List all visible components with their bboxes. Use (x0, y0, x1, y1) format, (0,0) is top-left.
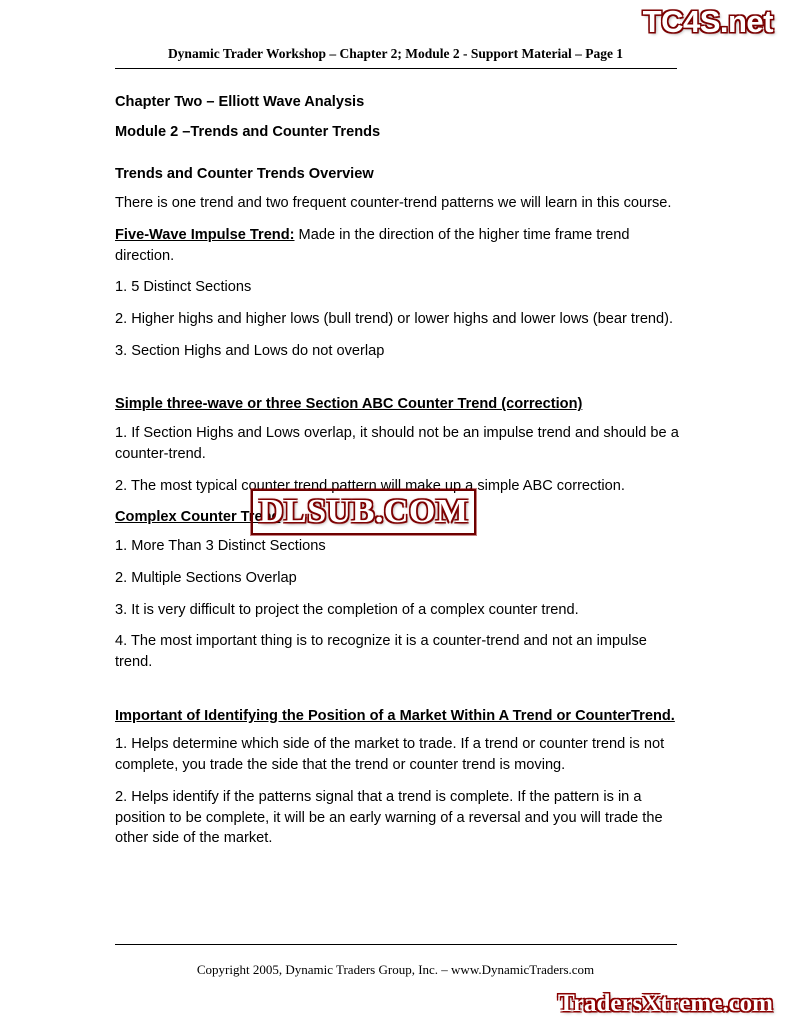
complex-item: 3. It is very difficult to project the completion of a complex counter trend. (115, 601, 579, 618)
header-rule (115, 68, 677, 69)
abc-item: 2. The most typical counter trend pattern will make up a simple ABC correction. (115, 477, 625, 494)
abc-item: 1. If Section Highs and Lows overlap, it should not be an impulse trend and should be a counter-trend. (115, 425, 679, 462)
position-item: 1. Helps determine which side of the market to trade. If a trend or counter trend is not complete, you trade the side that the trend or counter trend is moving. (115, 736, 665, 774)
watermark-dlsub: DLSUB.COM (251, 489, 476, 535)
impulse-trend-label: Five-Wave Impulse Trend: (115, 226, 295, 243)
impulse-trend-text: Made in the direction of the higher time frame trend direction. (115, 226, 630, 264)
watermark-tc4s: TC4S.net (642, 4, 773, 39)
impulse-trend-definition (115, 225, 681, 266)
footer-copyright: Copyright 2005, Dynamic Traders Group, Inc. – www.DynamicTraders.com (196, 962, 595, 977)
section-heading-position: Important of Identifying the Position of a Market Within A Trend or CounterTrend. (115, 707, 675, 724)
section-heading-overview: Trends and Counter Trends Overview (115, 166, 374, 183)
running-head: Dynamic Trader Workshop – Chapter 2; Module 2 - Support Material – Page 1 (167, 46, 624, 61)
overview-item: 1. 5 Distinct Sections (115, 279, 252, 296)
complex-item: 4. The most important thing is to recognize it is a counter-trend and not an impulse trend. (115, 633, 647, 670)
section-heading-complex: Complex Counter Trend (115, 509, 281, 526)
chapter-title: Chapter Two – Elliott Wave Analysis (115, 94, 365, 110)
overview-item: 2. Higher highs and higher lows (bull trend) or lower highs and lower lows (bear trend). (115, 311, 674, 328)
section-heading-abc: Simple three-wave or three Section ABC Counter Trend (correction) (115, 396, 583, 413)
document-body (115, 92, 681, 860)
overview-item: 3. Section Highs and Lows do not overlap (115, 342, 385, 359)
complex-item: 1. More Than 3 Distinct Sections (115, 538, 326, 555)
position-item: 2. Helps identify if the patterns signal that a trend is complete. If the pattern is in a position to be complete, it will be an early warning of a reversal and you will trade the other side of the market. (115, 788, 663, 847)
complex-item: 2. Multiple Sections Overlap (115, 569, 297, 586)
overview-intro: There is one trend and two frequent counter-trend patterns we will learn in this course. (115, 195, 672, 212)
module-title: Module 2 –Trends and Counter Trends (115, 123, 381, 140)
watermark-tradersxtreme: TradersXtreme.com (558, 990, 773, 1017)
footer-rule (115, 944, 677, 945)
